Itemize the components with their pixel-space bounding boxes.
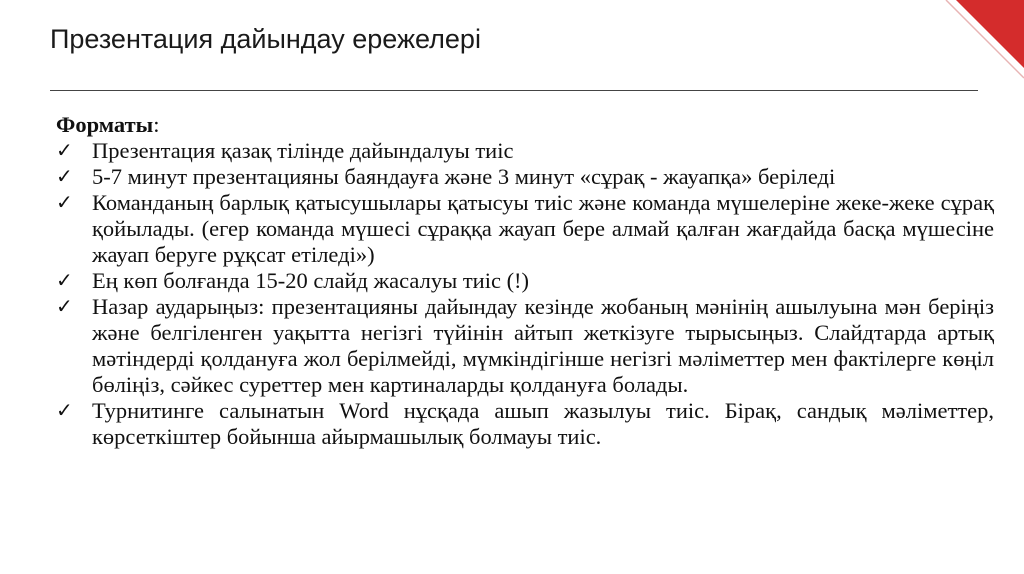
slide-content — [56, 112, 994, 450]
list-item-text: Назар аударыңыз: презентацияны дайындау кезінде жобаның мәнінің ашылуына мән беріңіз және белгіленген уақытта негізгі түйінін айтып жеткізуге тырысыңыз. Слайдтарда артық мәтіндерді қолдануға жол берілмейді, мүмкіндігінше негізгі мәліметтер мен фактілерге көңіл бөліңіз, сәйкес суреттер мен картиналарды қолдануға болады. — [92, 294, 994, 397]
corner-accent-triangle — [944, 0, 1024, 80]
check-mark-icon: ✓ — [56, 192, 73, 214]
check-mark-icon: ✓ — [56, 400, 73, 422]
heading-colon: : — [153, 112, 160, 137]
list-item-text: Презентация қазақ тілінде дайындалуы тиіс — [92, 138, 514, 163]
list-item — [56, 190, 994, 268]
list-item-text: 5-7 минут презентацияны баяндауға және 3 минут «сұрақ - жауапқа» беріледі — [92, 164, 836, 189]
list-item-text: Ең көп болғанда 15-20 слайд жасалуы тиіс (!) — [92, 268, 530, 293]
title-divider — [50, 90, 978, 91]
list-item — [56, 138, 994, 164]
list-item-text: Турнитинге салынатын Word нұсқада ашып жазылуы тиіс. Бірақ, сандық мәліметтер, көрсеткіштер бойынша айырмашылық болмауы тиіс. — [92, 398, 994, 449]
check-mark-icon: ✓ — [56, 140, 73, 162]
rules-list — [56, 138, 994, 450]
check-mark-icon: ✓ — [56, 166, 73, 188]
list-item — [56, 294, 994, 398]
check-mark-icon: ✓ — [56, 270, 73, 292]
heading-label: Форматы — [56, 112, 154, 137]
list-item — [56, 268, 994, 294]
check-mark-icon: ✓ — [56, 296, 73, 318]
section-heading — [56, 112, 994, 138]
list-item — [56, 164, 994, 190]
slide-title: Презентация дайындау ережелері — [50, 24, 481, 54]
list-item — [56, 398, 994, 450]
list-item-text: Команданың барлық қатысушылары қатысуы тиіс және команда мүшелеріне жеке-жеке сұрақ қойылады. (егер команда мүшесі сұраққа жауап бере алмай қалған жағдайда басқа мүшесіне жауап беруге рұқсат етіледі») — [92, 190, 994, 267]
